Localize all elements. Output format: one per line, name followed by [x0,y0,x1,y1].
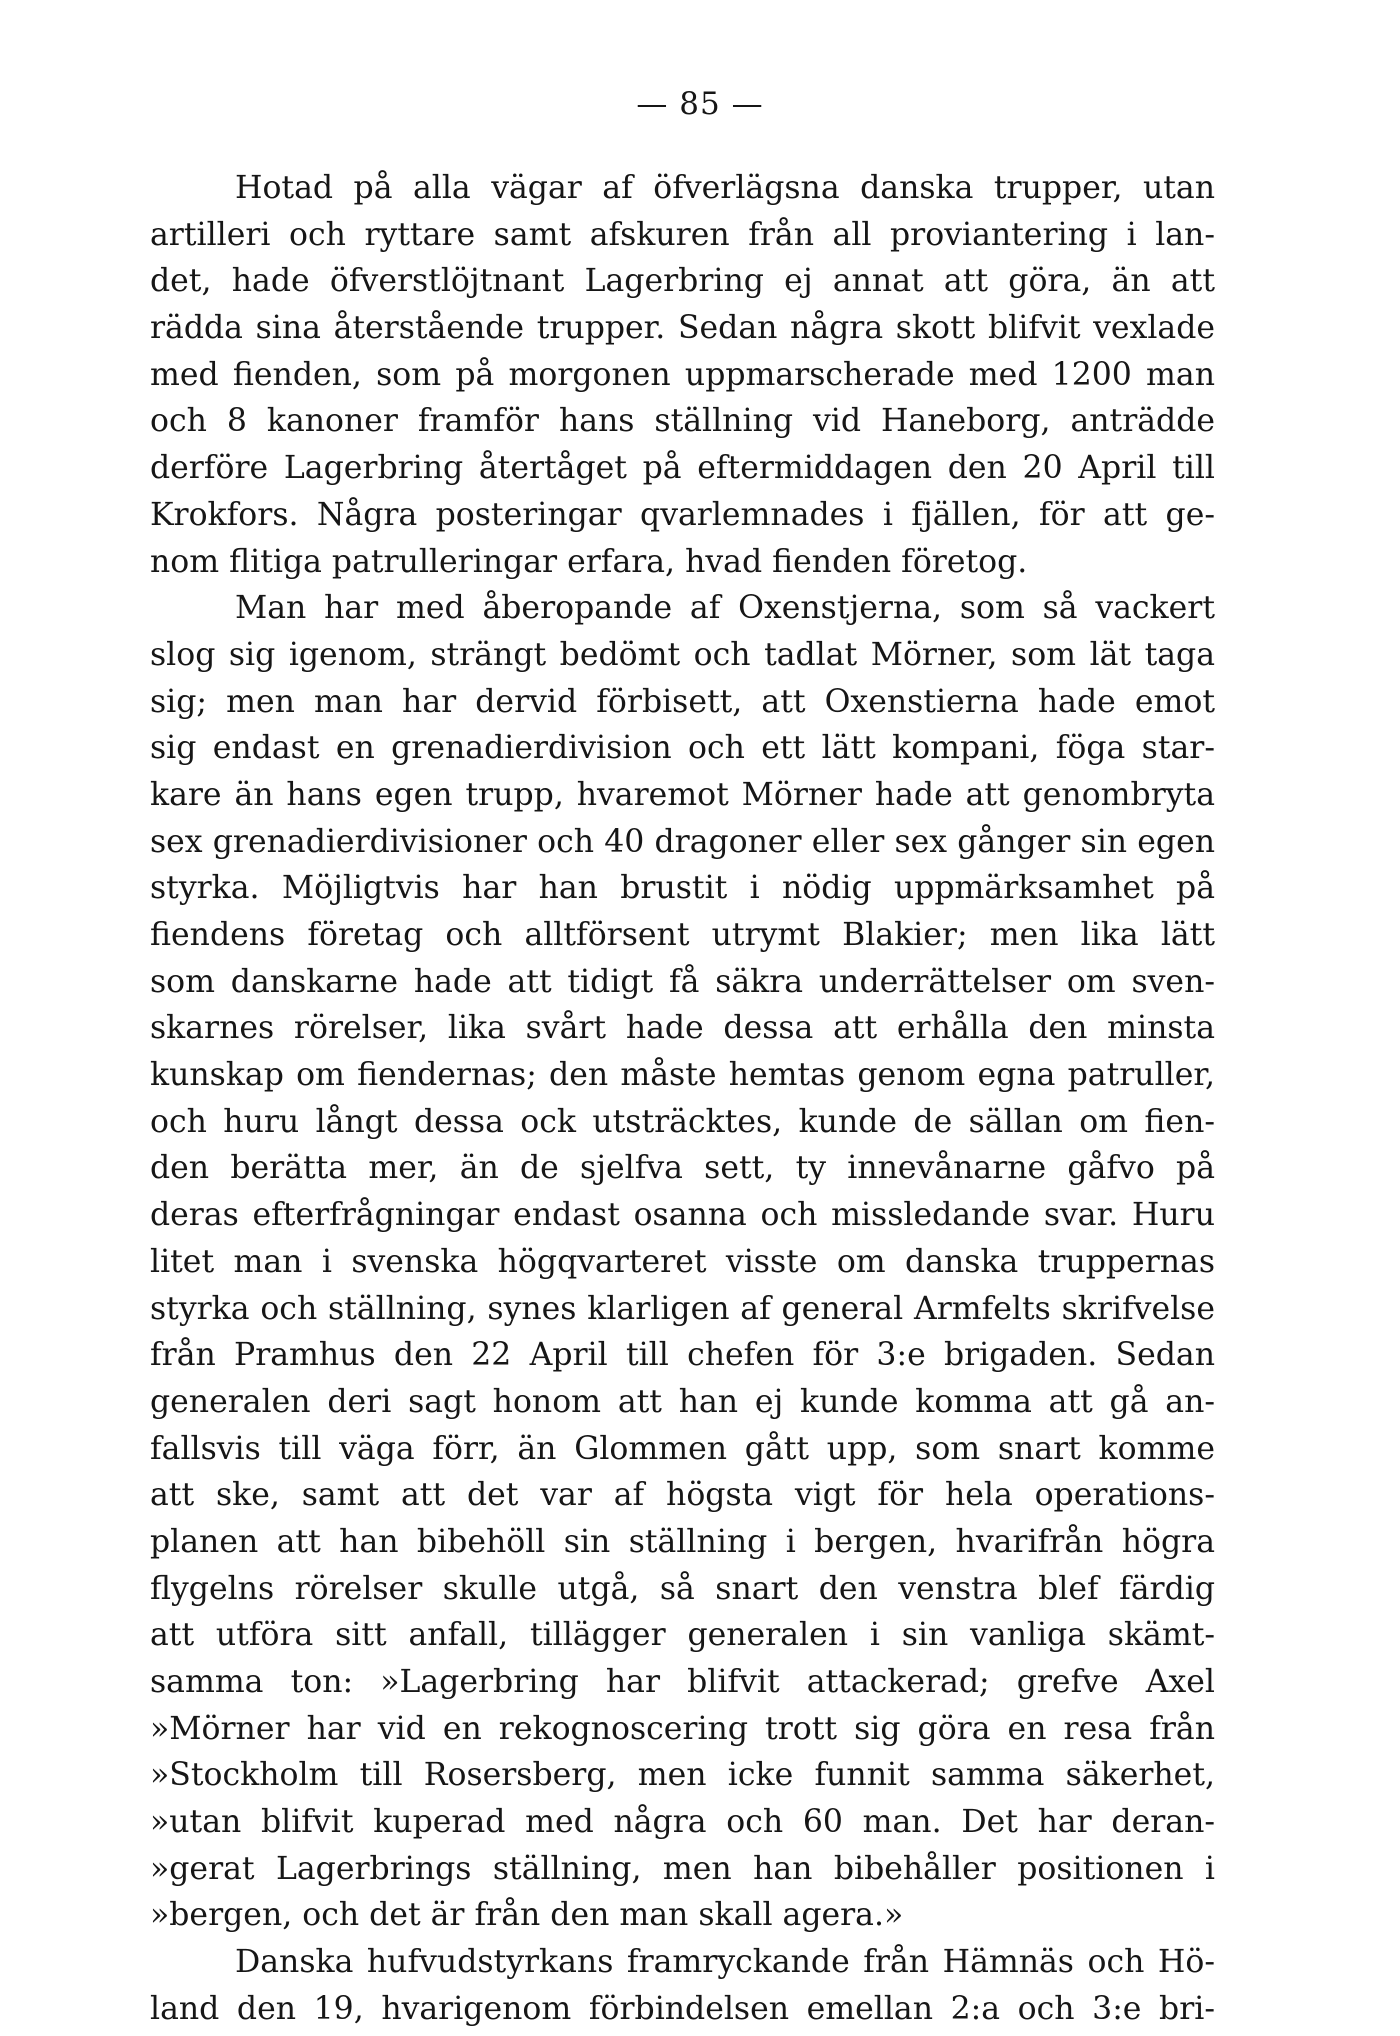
text-line: Krokfors. Några posteringar qvarlemnades i fjällen, för att ge- [150,496,1215,533]
text-line: »Stockholm till Rosersberg, men icke funnit samma säkerhet, [150,1757,1215,1794]
text-line: »gerat Lagerbrings ställning, men han bibehåller positionen i [150,1850,1215,1887]
text-line: rädda sina återstående trupper. Sedan några skott blifvit vexlade [150,310,1215,347]
text-line: »utan blifvit kuperad med några och 60 man. Det har deran- [150,1804,1215,1841]
text-line: från Pramhus den 22 April till chefen för 3:e brigaden. Sedan [150,1337,1215,1374]
page-number: — 85 — [636,86,764,122]
text-line: nom flitiga patrulleringar erfara, hvad fienden företog. [150,543,1028,580]
text-line: fiendens företag och alltförsent utrymt Blakier; men lika lätt [150,917,1215,953]
text-line: Hotad på alla vägar af öfverlägsna danska trupper, utan [235,170,1215,206]
text-line: att utföra sitt anfall, tillägger generalen i sin vanliga skämt- [150,1617,1215,1654]
text-line: sig; men man har dervid förbisett, att Oxenstierna hade emot [150,683,1215,720]
text-line: som danskarne hade att tidigt få säkra underrättelser om sven- [150,963,1215,1000]
text-line: att ske, samt att det var af högsta vigt för hela operations- [150,1477,1215,1514]
text-line: derföre Lagerbring återtåget på eftermiddagen den 20 April till [150,450,1215,487]
text-line: artilleri och ryttare samt afskuren från all proviantering i lan- [150,216,1215,253]
text-line: litet man i svenska högqvarteret visste om danska truppernas [150,1243,1215,1280]
text-line: kare än hans egen trupp, hvaremot Mörner hade att genombryta [150,776,1215,813]
text-line: flygelns rörelser skulle utgå, så snart den venstra blef färdig [150,1570,1215,1607]
text-line: och huru långt dessa ock utsträcktes, kunde de sällan om fien- [150,1103,1215,1140]
text-line: kunskap om fiendernas; den måste hemtas genom egna patruller, [150,1057,1215,1094]
body-text [150,165,1215,2033]
text-line: Danska hufvudstyrkans framryckande från Hämnäs och Hö- [235,1944,1215,1981]
text-line: »Mörner har vid en rekognoscering trott sig göra en resa från [150,1710,1215,1747]
text-line: slog sig igenom, strängt bedömt och tadlat Mörner, som lät taga [150,636,1215,673]
text-line: styrka. Möjligtvis har han brustit i nödig uppmärksamhet på [150,870,1215,907]
text-line: planen att han bibehöll sin ställning i bergen, hvarifrån högra [150,1523,1215,1560]
text-line: generalen deri sagt honom att han ej kunde komma att gå an- [150,1383,1215,1420]
text-line: och 8 kanoner framför hans ställning vid Haneborg, anträdde [150,403,1215,440]
text-line: samma ton: »Lagerbring har blifvit attackerad; grefve Axel [150,1664,1215,1700]
text-line: styrka och ställning, synes klarligen af general Armfelts skrifvelse [150,1290,1215,1327]
text-line: den berätta mer, än de sjelfva sett, ty innevånarne gåfvo på [150,1150,1215,1187]
text-line: med fienden, som på morgonen uppmarscherade med 1200 man [150,356,1215,393]
text-line: land den 19, hvarigenom förbindelsen emellan 2:a och 3:e bri- [150,1990,1215,2027]
text-line: Man har med åberopande af Oxenstjerna, som så vackert [235,590,1215,627]
text-line: »bergen, och det är från den man skall agera.» [150,1897,904,1934]
text-line: fallsvis till väga förr, än Glommen gått upp, som snart komme [150,1430,1215,1467]
text-line: sex grenadierdivisioner och 40 dragoner eller sex gånger sin egen [150,823,1215,860]
text-line: sig endast en grenadierdivision och ett lätt kompani, föga star- [150,730,1215,767]
text-line: deras efterfrågningar endast osanna och missledande svar. Huru [150,1197,1215,1234]
text-line: skarnes rörelser, lika svårt hade dessa att erhålla den minsta [150,1010,1215,1047]
text-line: det, hade öfverstlöjtnant Lagerbring ej annat att göra, än att [150,263,1215,300]
